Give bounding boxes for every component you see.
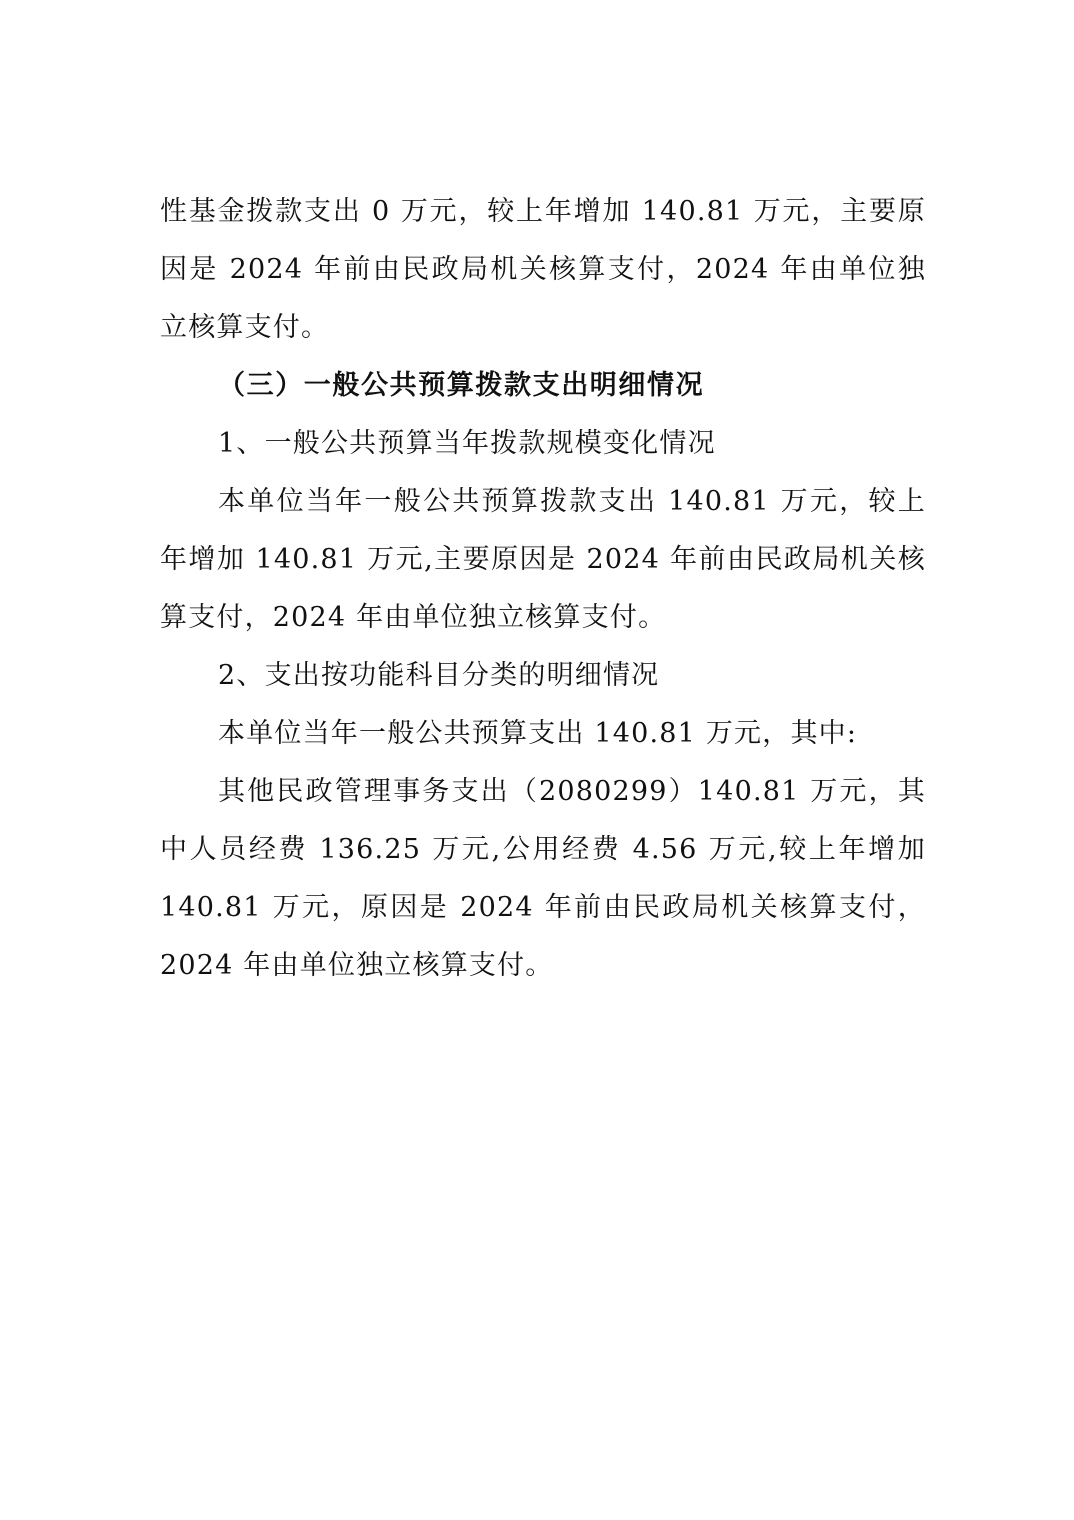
paragraph-expenditure-detail: 其他民政管理事务支出（2080299）140.81 万元，其中人员经费 136.25 万元,公用经费 4.56 万元,较上年增加 140.81 万元，原因是 2024 年前由民政局机关核算支付，2024 年由单位独立核算支付。 [160, 776, 926, 981]
paragraph-expenditure-total: 本单位当年一般公共预算支出 140.81 万元，其中: [218, 718, 858, 749]
paragraph-appropriation-scale: 本单位当年一般公共预算拨款支出 140.81 万元，较上年增加 140.81 万元,主要原因是 2024 年前由民政局机关核算支付，2024 年由单位独立核算支付。 [160, 486, 926, 633]
section-heading-wrapper [160, 357, 926, 415]
document-body [160, 183, 926, 995]
subsection-heading-2: 2、支出按功能科目分类的明细情况 [218, 660, 660, 691]
subsection-heading-1: 1、一般公共预算当年拨款规模变化情况 [218, 428, 716, 459]
paragraph-continuation: 性基金拨款支出 0 万元，较上年增加 140.81 万元，主要原因是 2024 年前由民政局机关核算支付，2024 年由单位独立核算支付。 [160, 196, 926, 343]
section-heading: （三）一般公共预算拨款支出明细情况 [218, 370, 705, 401]
